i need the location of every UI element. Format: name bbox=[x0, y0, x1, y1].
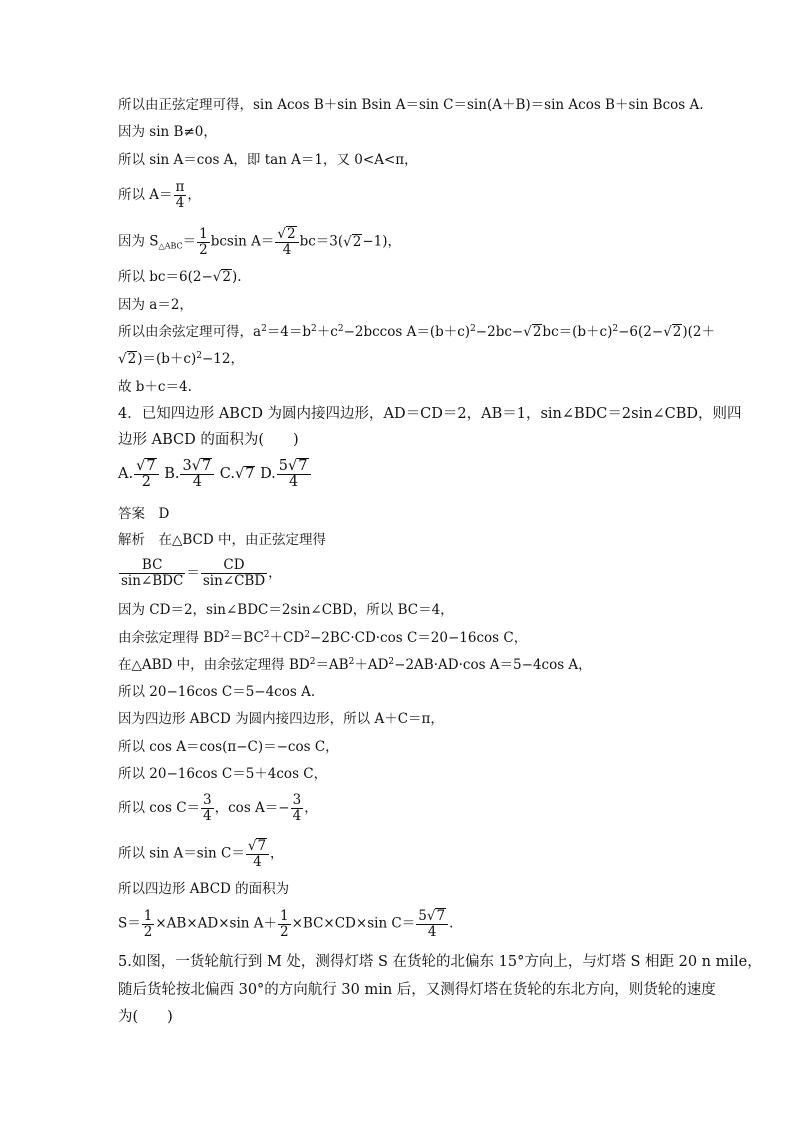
text: ， bbox=[304, 800, 318, 816]
solution-line-s1: 因为 CD＝2，sin∠BDC＝2sin∠CBD，所以 BC＝4， bbox=[118, 602, 454, 618]
text: ， bbox=[270, 845, 284, 862]
question-4-stem-cont: 边形 ABCD 的面积为( ) bbox=[118, 432, 299, 448]
superscript: 2 bbox=[337, 324, 344, 334]
question-4-options bbox=[118, 458, 312, 490]
superscript: 2 bbox=[304, 630, 310, 640]
denominator: 4 bbox=[253, 854, 262, 870]
text: 因为 S bbox=[118, 233, 159, 250]
subscript: △ABC bbox=[158, 241, 183, 251]
text: 在△ABD 中，由余弦定理得 BD bbox=[118, 657, 310, 673]
solution-line-a-value: 因为 a＝2， bbox=[118, 297, 193, 313]
solution-line-angle-a bbox=[118, 180, 201, 211]
radicand: 2 bbox=[532, 324, 542, 340]
radicand: 7 bbox=[245, 466, 255, 482]
fraction bbox=[142, 909, 155, 940]
denominator: 4 bbox=[292, 808, 302, 824]
denominator: 2 bbox=[143, 923, 153, 940]
numerator: 1 bbox=[280, 907, 289, 924]
superscript: 2 bbox=[261, 324, 267, 334]
solution-line-cosine-law-cont bbox=[118, 350, 244, 368]
fraction bbox=[291, 793, 304, 824]
radical: √2 bbox=[277, 226, 296, 242]
solution-line-s2 bbox=[118, 629, 527, 647]
fraction bbox=[119, 558, 185, 589]
text: 所以 cos C＝ bbox=[118, 800, 201, 816]
denominator: 4 bbox=[427, 924, 437, 940]
superscript: 2 bbox=[263, 630, 270, 640]
fraction bbox=[201, 558, 267, 589]
solution-line-sine-law: 所以由正弦定理可得，sin Acos B＋sin Bsin A＝sin C＝sin(A＋B)＝sin Acos B＋sin Bcos A. bbox=[118, 97, 704, 113]
text: 所以由余弦定理可得，a bbox=[118, 324, 262, 340]
text: 所以 bc＝6(2− bbox=[118, 269, 213, 285]
text: ＝AB bbox=[315, 657, 349, 673]
numerator: 1 bbox=[143, 907, 153, 924]
option-a-fraction bbox=[134, 458, 158, 490]
text: ＝ bbox=[182, 233, 197, 250]
text: )(2＋ bbox=[682, 324, 716, 340]
denominator: 4 bbox=[289, 474, 299, 490]
text: ＋c bbox=[316, 324, 338, 340]
sine-law-equation bbox=[118, 558, 282, 589]
answer-line: 答案 D bbox=[118, 506, 170, 522]
denominator: 2 bbox=[199, 241, 208, 258]
text: ，cos A＝− bbox=[214, 800, 290, 816]
superscript: 2 bbox=[196, 351, 202, 361]
radical: √7 bbox=[247, 838, 267, 854]
superscript: 2 bbox=[388, 657, 395, 667]
text: ). bbox=[231, 269, 242, 285]
numerator bbox=[246, 838, 269, 855]
solution-line-sinb-nonzero: 因为 sin B≠0， bbox=[118, 124, 217, 140]
numerator bbox=[277, 458, 311, 475]
radicand: 7 bbox=[298, 458, 308, 474]
fraction bbox=[197, 227, 210, 258]
solution-line-tan: 所以 sin A＝cos A，即 tan A＝1，又 0<A<π， bbox=[118, 152, 418, 168]
fraction bbox=[174, 180, 187, 211]
option-b-fraction bbox=[180, 458, 214, 490]
numerator: π bbox=[175, 179, 185, 195]
denominator: 4 bbox=[282, 242, 292, 258]
question-5-stem: 5.如图，一货轮航行到 M 处，测得灯塔 S 在货轮的北偏东 15°方向上，与灯塔 S 相距 20 n mile， bbox=[118, 954, 762, 970]
text: . bbox=[449, 915, 454, 932]
radicand: 7 bbox=[146, 458, 156, 474]
radical: √7 bbox=[136, 458, 156, 474]
text: ×AB×AD×sin A＋ bbox=[155, 915, 278, 932]
superscript: 2 bbox=[348, 657, 355, 667]
option-c-radical: √7 bbox=[234, 466, 255, 482]
option-a-label: A. bbox=[118, 466, 134, 482]
radical: √7 bbox=[191, 458, 212, 474]
text: 所以 A＝ bbox=[118, 187, 173, 203]
radicand: 7 bbox=[436, 908, 446, 924]
fraction bbox=[201, 793, 214, 824]
option-d-fraction bbox=[277, 458, 311, 490]
text: ， bbox=[187, 187, 201, 203]
solution-line-area bbox=[118, 226, 401, 258]
option-c-label: C. bbox=[219, 466, 235, 482]
coefficient: 3 bbox=[182, 458, 192, 474]
text: ×BC×CD×sin C＝ bbox=[291, 915, 416, 932]
denominator: 4 bbox=[203, 808, 212, 824]
radicand: 2 bbox=[127, 351, 137, 367]
radical: √2 bbox=[118, 351, 137, 367]
denominator: 2 bbox=[141, 474, 151, 490]
text: −6(2− bbox=[618, 324, 664, 340]
text: −2bc− bbox=[475, 324, 524, 340]
radicand: 2 bbox=[352, 233, 362, 250]
denominator: 4 bbox=[175, 195, 185, 211]
text: −12， bbox=[201, 351, 244, 367]
superscript: 2 bbox=[470, 324, 476, 334]
question-4-stem: 4．已知四边形 ABCD 为圆内接四边形，AD＝CD＝2，AB＝1，sin∠BDC＝2sin∠CBD，则四 bbox=[118, 406, 742, 422]
denominator: sin∠BDC bbox=[121, 573, 184, 589]
text: S＝ bbox=[118, 915, 141, 932]
superscript: 2 bbox=[224, 630, 230, 640]
solution-line-conclusion: 故 b＋c＝4. bbox=[118, 379, 192, 395]
radical: √7 bbox=[288, 458, 308, 474]
fraction bbox=[278, 909, 291, 940]
numerator: 1 bbox=[199, 225, 208, 242]
text: ＝4＝b bbox=[266, 324, 312, 340]
solution-line-s6: 所以 cos A＝cos(π−C)＝−cos C， bbox=[118, 739, 339, 755]
question-5-stem-cont: 随后货轮按北偏西 30°的方向航行 30 min 后，又测得灯塔在货轮的东北方向，则货轮的速度 bbox=[118, 982, 716, 998]
text: )＝(b＋c) bbox=[137, 351, 197, 367]
option-b-label: B. bbox=[164, 466, 180, 482]
numerator bbox=[134, 458, 158, 475]
denominator: 2 bbox=[280, 923, 289, 940]
solution-line-s4: 所以 20−16cos C＝5−4cos A. bbox=[118, 684, 316, 700]
question-5-stem-end: 为( ) bbox=[118, 1009, 173, 1025]
solution-line-s5: 因为四边形 ABCD 为圆内接四边形，所以 A＋C＝π， bbox=[118, 711, 444, 727]
radicand: 7 bbox=[257, 838, 267, 854]
text: 由余弦定理得 BD bbox=[118, 630, 225, 646]
radicand: 2 bbox=[672, 324, 682, 340]
text: −2AB·AD·cos A＝5−4cos A， bbox=[394, 657, 592, 673]
coefficient: 5 bbox=[418, 908, 427, 924]
text: bc＝3( bbox=[299, 233, 344, 250]
text: ＝BC bbox=[229, 630, 264, 646]
radical: √2 bbox=[663, 324, 682, 340]
solution-line-cosine-law bbox=[118, 323, 715, 341]
numerator: 3 bbox=[292, 792, 302, 808]
text: bcsin A＝ bbox=[210, 233, 275, 250]
text: −2BC·CD·cos C＝20−16cos C， bbox=[309, 630, 528, 646]
text: 所以 sin A＝sin C＝ bbox=[118, 845, 245, 862]
solution-line-s8 bbox=[118, 793, 318, 824]
numerator: BC bbox=[119, 558, 185, 574]
numerator bbox=[275, 226, 298, 243]
solution-line-s7: 所以 20−16cos C＝5＋4cos C， bbox=[118, 766, 328, 782]
text: ， bbox=[268, 565, 282, 581]
solution-line-bc bbox=[118, 268, 242, 286]
superscript: 2 bbox=[612, 324, 619, 334]
fraction bbox=[246, 838, 269, 870]
radical: √2 bbox=[212, 269, 231, 285]
denominator: 4 bbox=[192, 474, 202, 490]
radicand: 2 bbox=[222, 269, 231, 285]
analysis-line: 解析 在△BCD 中，由正弦定理得 bbox=[118, 532, 326, 548]
denominator: sin∠CBD bbox=[202, 573, 266, 589]
radicand: 2 bbox=[287, 226, 296, 242]
radical: √2 bbox=[343, 233, 362, 250]
radical: √7 bbox=[426, 908, 446, 924]
solution-line-s9 bbox=[118, 838, 284, 870]
numerator bbox=[180, 458, 214, 475]
radicand: 7 bbox=[201, 458, 212, 474]
numerator: CD bbox=[201, 558, 267, 574]
solution-line-s3 bbox=[118, 656, 592, 674]
superscript: 2 bbox=[311, 324, 317, 334]
option-d-label: D. bbox=[260, 466, 276, 482]
solution-line-area-formula bbox=[118, 908, 453, 940]
text: ＋AD bbox=[354, 657, 389, 673]
solution-line-s10: 所以四边形 ABCD 的面积为 bbox=[118, 881, 290, 897]
text: bc＝(b＋c) bbox=[542, 324, 613, 340]
radical: √2 bbox=[523, 324, 542, 340]
superscript: 2 bbox=[309, 657, 316, 667]
fraction bbox=[416, 908, 448, 940]
text: −1)， bbox=[362, 233, 402, 250]
coefficient: 5 bbox=[278, 458, 289, 474]
text: ＋CD bbox=[269, 630, 305, 646]
numerator: 3 bbox=[203, 792, 212, 808]
fraction bbox=[275, 226, 298, 258]
text: −2bccos A＝(b＋c) bbox=[343, 324, 471, 340]
text: ＝ bbox=[186, 565, 200, 581]
numerator bbox=[416, 908, 448, 925]
